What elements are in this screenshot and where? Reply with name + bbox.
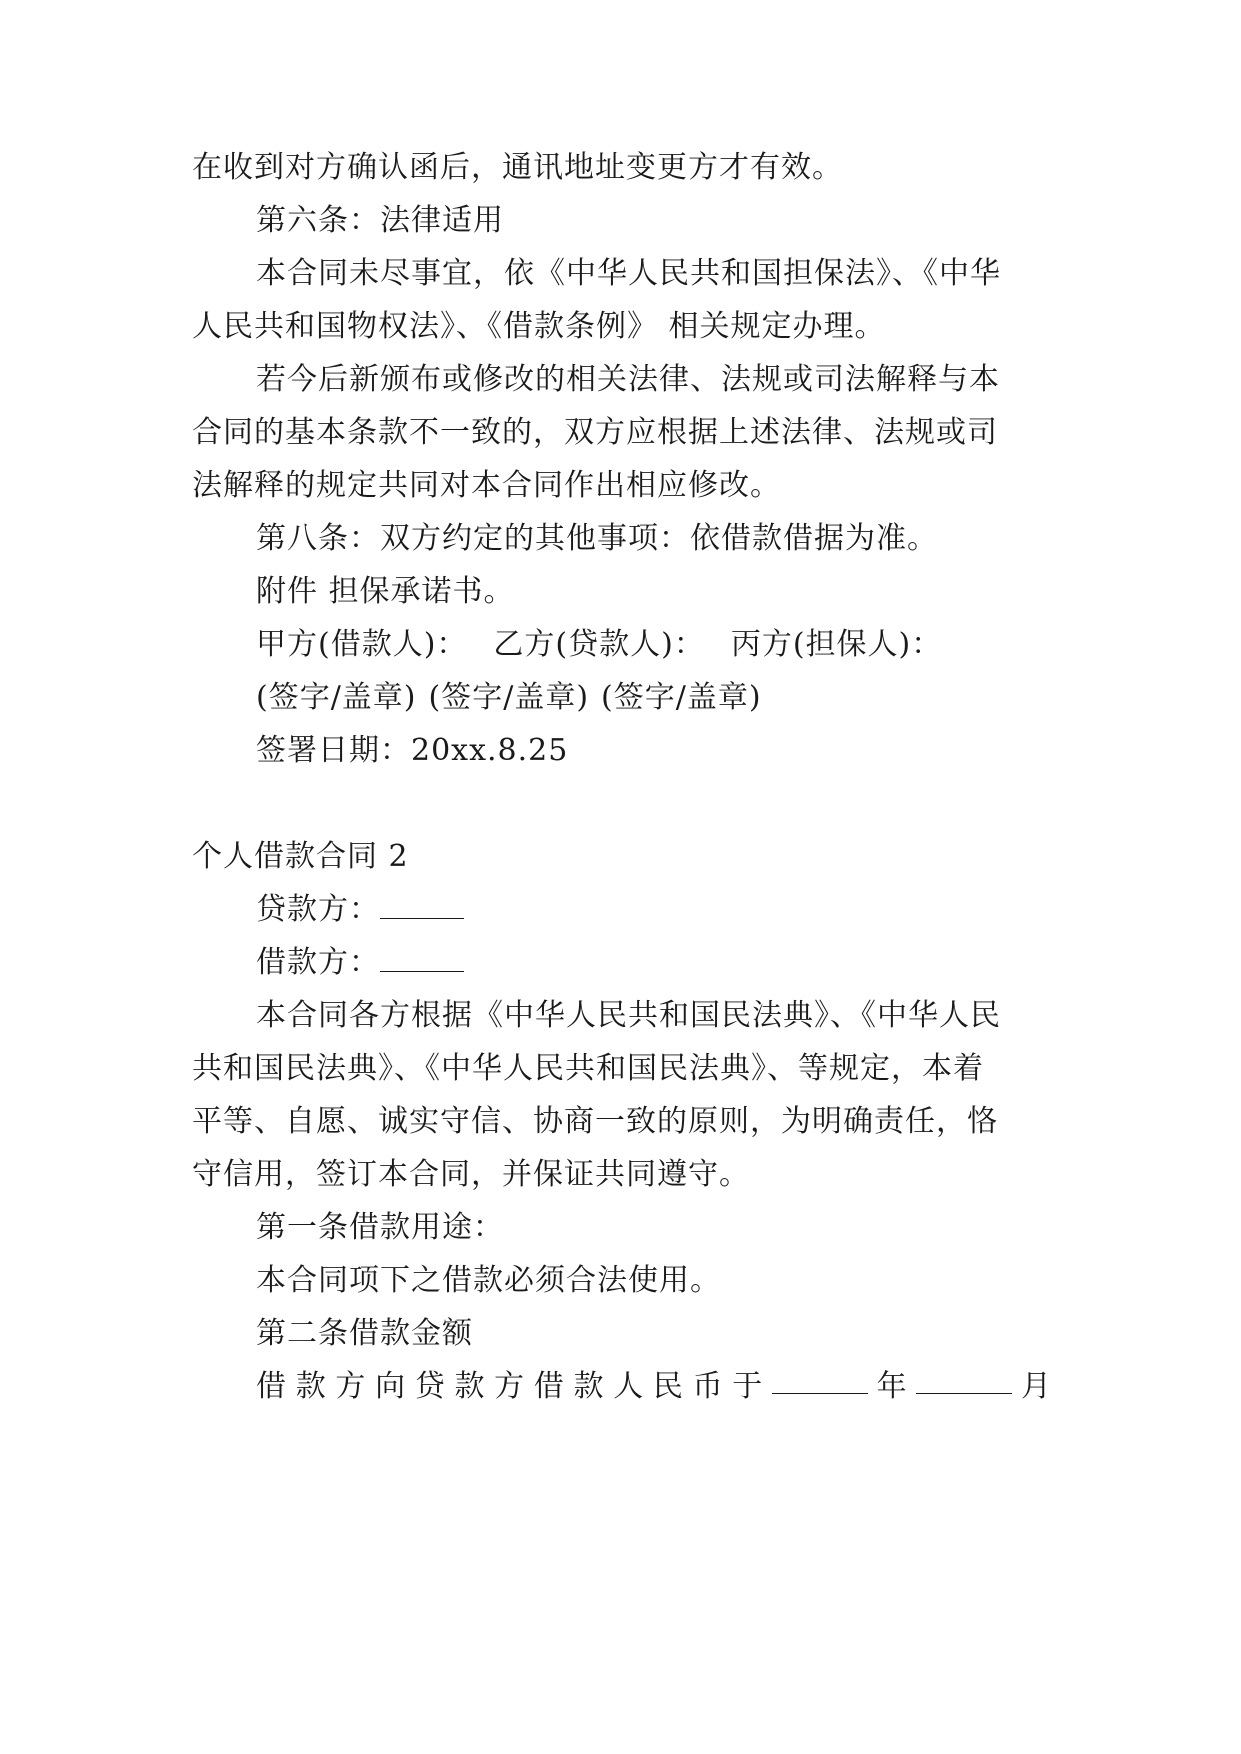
article1-body: 本合同项下之借款必须合法使用。 [256, 1263, 721, 1298]
article6-paragraph1-line1: 本合同未尽事宜，依《中华人民共和国担保法》、《中华 [256, 256, 1001, 291]
article2-char: 币 [692, 1369, 724, 1404]
article8-line: 第八条：双方约定的其他事项：依借款借据为准。 [256, 521, 938, 556]
intro-line4: 守信用，签订本合同，并保证共同遵守。 [192, 1157, 750, 1192]
contract2-title: 个人借款合同 2 [192, 839, 409, 874]
signatures-line [256, 678, 1052, 718]
article2-char: 款 [573, 1369, 605, 1404]
party-b-signature: (签字/盖章) [428, 680, 590, 715]
signing-date-line [256, 731, 1052, 771]
party-b-label: 乙方(贷款人)： [493, 627, 705, 662]
article2-char: 民 [652, 1369, 684, 1404]
article6-paragraph1-line2: 人民共和国物权法》、《借款条例》 相关规定办理。 [192, 309, 886, 344]
borrower-line [256, 943, 1052, 983]
parties-line [256, 625, 1052, 665]
intro-line3: 平等、自愿、诚实守信、协商一致的原则，为明确责任，恪 [192, 1104, 998, 1139]
article2-char: 方 [494, 1369, 526, 1404]
party-a-label: 甲方(借款人)： [256, 627, 468, 662]
signing-date-value: 20xx.8.25 [411, 733, 569, 768]
lender-label: 贷款方： [256, 892, 380, 927]
attachment-line: 附件 担保承诺书。 [256, 574, 515, 609]
year-label: 年 [876, 1369, 908, 1404]
signing-date-label: 签署日期： [256, 733, 411, 768]
article6-heading: 第六条：法律适用 [256, 203, 504, 238]
address-change-line: 在收到对方确认函后，通讯地址变更方才有效。 [192, 150, 843, 185]
borrower-label: 借款方： [256, 945, 380, 980]
year-blank [772, 1367, 868, 1394]
article6-paragraph2-line1: 若今后新颁布或修改的相关法律、法规或司法解释与本 [256, 362, 1000, 397]
article2-char: 借 [256, 1369, 287, 1404]
intro-line1: 本合同各方根据《中华人民共和国民法典》、《中华人民 [256, 998, 1001, 1033]
article2-char: 人 [613, 1369, 645, 1404]
article2-char: 贷 [414, 1369, 446, 1404]
article6-paragraph2-line2: 合同的基本条款不一致的，双方应根据上述法律、法规或司 [192, 415, 998, 450]
article2-char: 于 [732, 1369, 764, 1404]
month-label: 月 [1021, 1369, 1052, 1404]
article2-char: 方 [335, 1369, 367, 1404]
article1-heading: 第一条借款用途： [256, 1210, 504, 1245]
party-c-label: 丙方(担保人)： [730, 627, 943, 662]
article2-char: 借 [533, 1369, 565, 1404]
article2-char: 向 [375, 1369, 407, 1404]
article2-char: 款 [295, 1369, 327, 1404]
borrower-blank [380, 945, 464, 972]
article2-amount-line [256, 1367, 1052, 1407]
lender-line [256, 890, 1052, 930]
article6-paragraph2-line3: 法解释的规定共同对本合同作出相应修改。 [192, 468, 781, 503]
month-blank [916, 1367, 1012, 1394]
article2-heading: 第二条借款金额 [256, 1316, 473, 1351]
lender-blank [380, 892, 464, 919]
intro-line2: 共和国民法典》、《中华人民共和国民法典》、等规定，本着 [192, 1051, 984, 1086]
article2-char: 款 [454, 1369, 486, 1404]
party-c-signature: (签字/盖章) [601, 680, 762, 715]
party-a-signature: (签字/盖章) [256, 680, 417, 715]
